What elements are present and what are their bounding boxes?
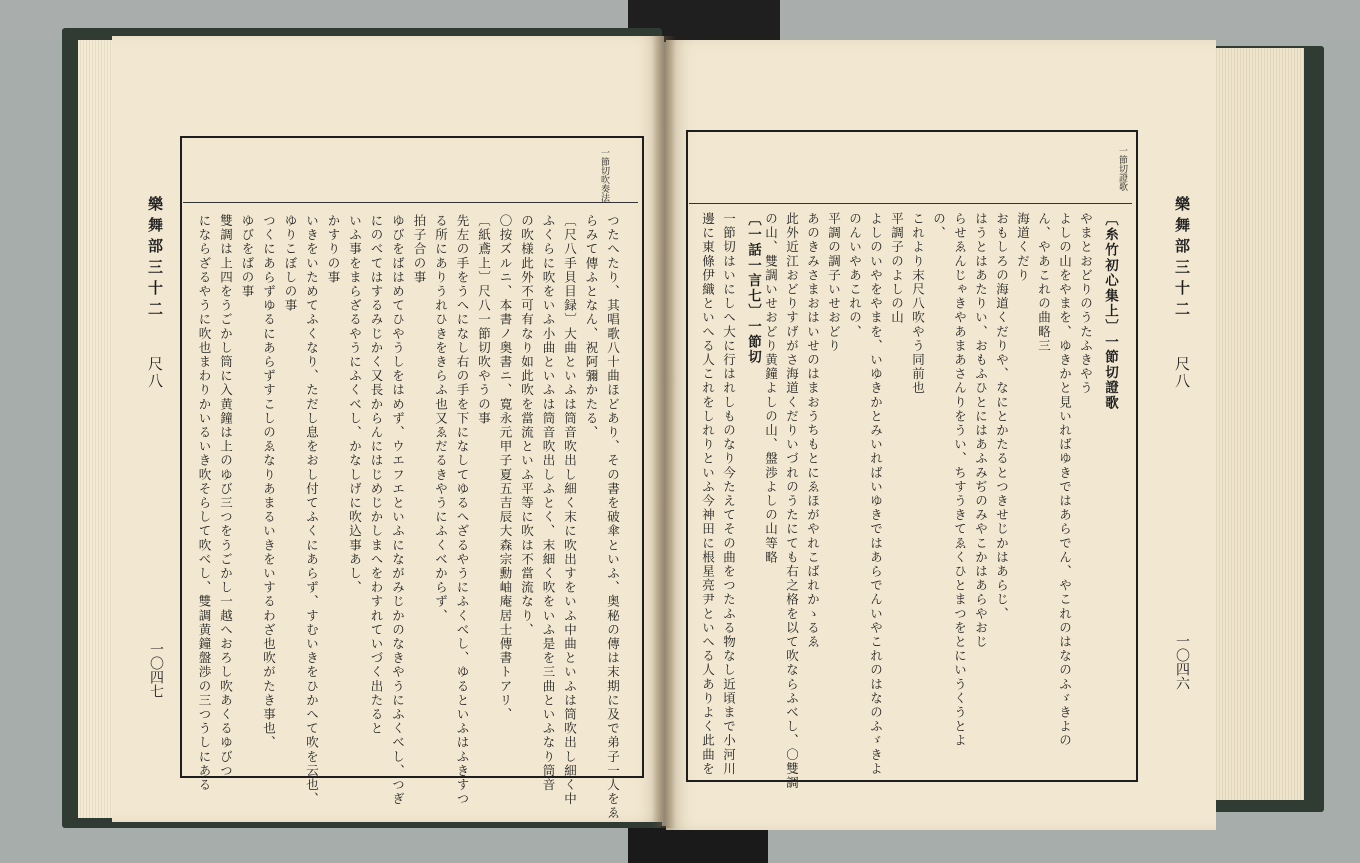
right-text-column: 〔糸竹初心集上〕一節切證歌 (1102, 212, 1118, 411)
left-text-column: いふ事をまらざるやうにふくべし、かなしげに吹込事あし、 (347, 214, 363, 595)
left-text-column: ふくらに吹をいふ小曲といふは筒音吹出しふとく、末細く吹をいふ是を三曲といふなり筒音 (541, 214, 556, 793)
right-text-column: これより末尺八吹やう同前也 (910, 212, 926, 396)
left-text-column: つくにあらずゆるにあらずすこしのゑなりあまるいきをいするわざ也吹がたき事也、 (261, 214, 277, 750)
left-text-column: ゆびをばはめてひやうしをはめず、ウエフエといふにながみじかのなきやうにふくべし、つぎ (390, 214, 406, 807)
left-text-column: 〇按ズルニ、本書ノ奥書ニ、寛永元甲子夏五吉辰大森宗勳岫庵居士傳書トアリ、 (498, 214, 513, 722)
right-text-column: はうとはあたりい、おもふひとにはあふみぢのみやこかはあらやおじ (973, 212, 989, 650)
right-header-rule (689, 203, 1132, 204)
right-text-column: 〔一話一言七〕一節切 (745, 212, 761, 365)
right-text-column: ん、やあこれの曲略三 (1036, 212, 1052, 353)
right-text-column: 此外近江おどりすげがさ海道くだりいづれのうたにても右之格を以て吹ならふべし、〇雙調 (784, 212, 800, 791)
right-text-column: 海道くだり (1015, 212, 1031, 283)
right-text-column: あのきみさまおはいせのはまおうちもとにゑほがやれこばれかゝるゑ (805, 212, 821, 650)
left-text-column: 先左の手をうへになし右の手を下になしてゆるへざるやうにふくべし、ゆるといふはふきすつ (455, 214, 470, 807)
right-text-column: らせゑんじゃきやあまあさんりをうい、ちすうきてゑくひとまつをとにいうくうとよ (952, 212, 968, 748)
left-sub-label: 尺八 (146, 356, 164, 390)
right-text-column: やまとおどりのうたふきやう (1078, 212, 1094, 396)
left-section-label: 一節切吹奏法 (599, 148, 609, 202)
left-text-column: る所にありうれひきをきらふ也又ゑだるきやうにふくべからず、 (433, 214, 449, 623)
left-text-column: つたへたり、其唱歌八十曲ほどあり、その書を破傘といふ、奥秘の傳は末期に及で弟子一人をゑ (605, 214, 621, 821)
right-text-column: 一節切はいにしへ大に行はれしものなり今たえてその曲をつたふる物なし近頃まで小河川 (721, 212, 737, 776)
left-text-column: ゆりこぼしの事 (283, 214, 298, 313)
right-text-column: 平調子のよしの山 (889, 212, 905, 325)
page-edges-right (1208, 48, 1304, 800)
right-text-column: よしのいやをやまを、いゆきかとみいればいゆきではあらでんいやこれのはなのふゞきよ (868, 212, 884, 776)
left-text-column: ゆびをばの事 (240, 214, 255, 299)
left-text-column: にならざるやうに吹也まわりかいるいき吹そらして吹べし、雙調黄鐘盤渉の三つうしにある (197, 214, 212, 793)
right-page-number: 一〇四六 (1174, 634, 1190, 690)
right-text-column: の山、雙調いせおどり黄鐘よしの山、盤渉よしの山等略 (763, 212, 779, 565)
right-section-label: 一節切證歌 (1117, 146, 1127, 191)
left-text-column: らみて傳ふとなん、祝阿彌かたる、 (584, 214, 599, 440)
left-text-column: 拍子合の事 (412, 214, 427, 285)
right-text-column: 邊に東條伊織といへる人これをしれりといふ今神田に根星亮尹といへる人ありよく此曲を (700, 212, 716, 776)
left-header-rule (183, 202, 638, 203)
page-gutter (652, 36, 676, 828)
right-text-column: 平調の調子いせおどり (826, 212, 842, 353)
left-running-title: 樂舞部三十二 (146, 196, 164, 322)
left-text-column: にのべてはするみじかく又長からんにはじめじかしまへをわすれていづく出たると (369, 214, 384, 736)
left-text-column: 〔尺八手貝目録〕大曲といふは筒音吹出し細く末に吹出すをいふ中曲といふは筒吹出し細く中 (562, 214, 578, 807)
left-page-number: 一〇四七 (148, 642, 164, 698)
book-spine-bottom (628, 826, 768, 863)
left-text-column: かすりの事 (326, 214, 341, 285)
left-text-column: 〔紙鳶上〕尺八一節切吹やうの事 (476, 214, 492, 426)
right-text-column: おもしろの海道くだりや、なにとかたるとつきせじかはあらじ、 (994, 212, 1010, 621)
right-running-title: 樂舞部三十二 (1173, 196, 1191, 322)
left-text-column: いきをいためてふくなり、ただし息をおし付てふくにあらず、すむいきをひかへて吹を云也、 (304, 214, 320, 807)
right-text-column: よしの山をやまを、ゆきかと見いればゆきではあらでん、やこれのはなのふゞきよの (1057, 212, 1073, 748)
right-text-column: のんいやあこれの、 (847, 212, 863, 339)
right-text-column: の、 (931, 212, 947, 241)
left-text-column: の吹様此外不可有なり如此吹を當流といふ平等に吹は不當流なり、 (519, 214, 535, 637)
right-sub-label: 尺八 (1173, 356, 1191, 390)
left-text-column: 雙調は上四をうごかし筒に入黄鐘は上のゆび三つをうごかし一越へおろし吹あくるゆびつ (218, 214, 234, 778)
